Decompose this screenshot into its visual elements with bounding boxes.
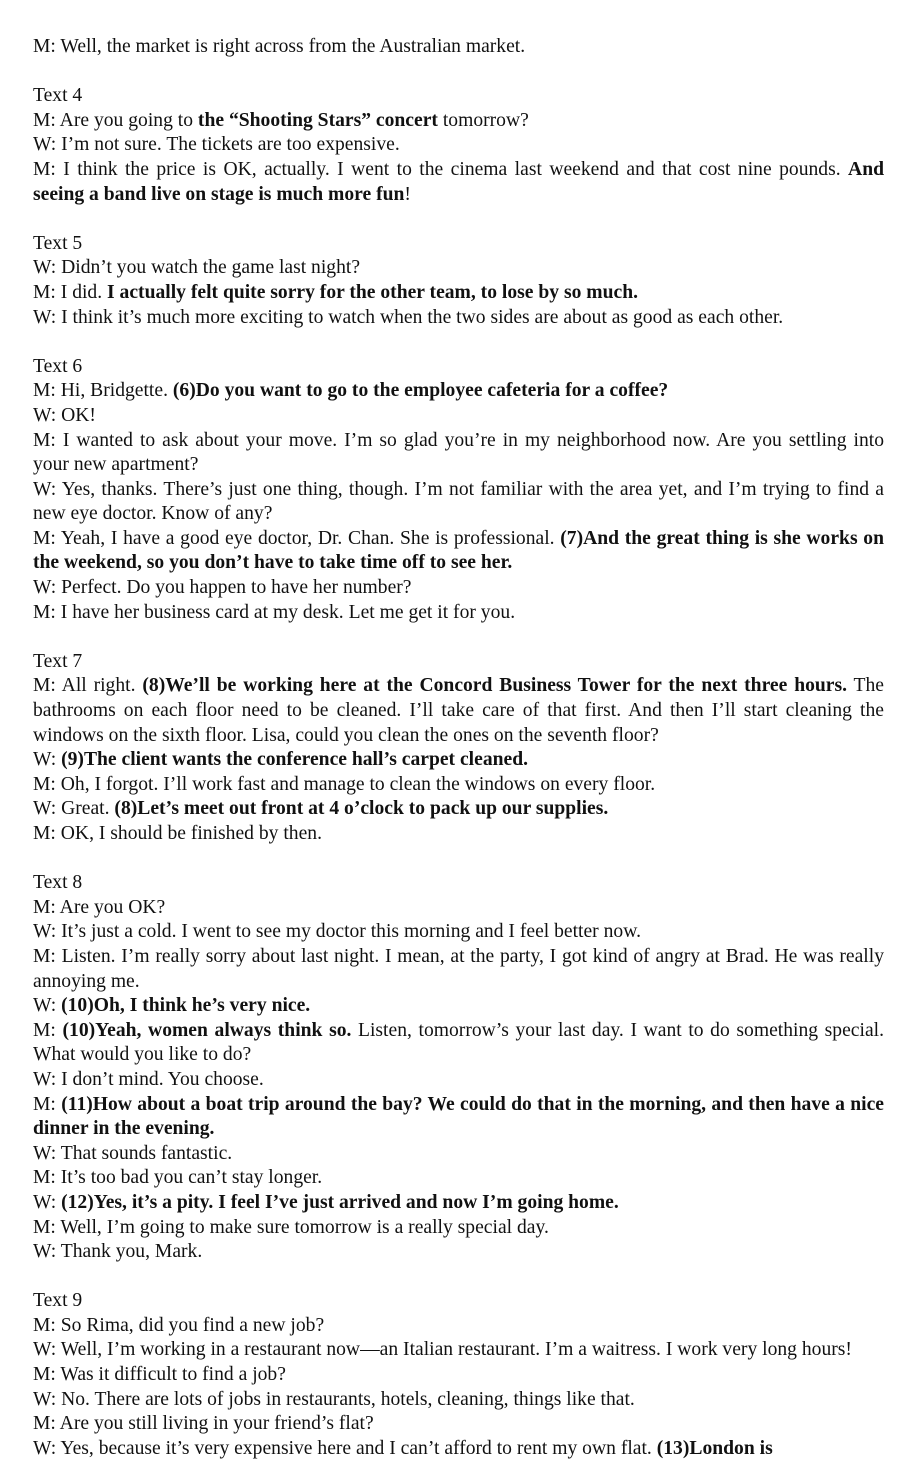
text-run: W: That sounds fantastic. <box>33 1142 233 1164</box>
dialogue-line <box>33 1240 884 1265</box>
bold-text: (13)London is <box>656 1437 773 1459</box>
bold-text: (10)Yeah, women always think so. <box>62 1019 352 1041</box>
text-run: M: So Rima, did you find a new job? <box>33 1314 325 1336</box>
text-run: Text 9 <box>33 1290 83 1312</box>
text-run: W: <box>33 1191 62 1213</box>
text-run: M: OK, I should be finished by then. <box>33 823 322 844</box>
dialogue-line <box>33 576 884 601</box>
bold-text: (7)And the great thing is she works on the weekend, so you don’t have to take time off to see her. <box>33 527 884 574</box>
dialogue-line <box>33 1437 884 1462</box>
text-run: M: All right. <box>33 675 143 697</box>
text-run: M: Well, the market is right across from the Australian market. <box>33 36 526 57</box>
text-run: The bathrooms on each floor need to be cleaned. I’ll take care of that first. And then I’ll start cleaning the windows on the sixth floor. Lisa, could you clean the ones on the seventh floor? <box>33 675 885 746</box>
dialogue-line <box>33 355 884 380</box>
dialogue-line <box>33 1412 884 1437</box>
dialogue-line <box>33 994 884 1019</box>
dialogue-line <box>33 379 884 404</box>
dialogue-line <box>33 232 884 257</box>
dialogue-line <box>33 527 884 576</box>
text-run: W: Yes, thanks. There’s just one thing, though. I’m not familiar with the area yet, and I’m trying to find a new eye doctor. Know of any? <box>33 478 884 525</box>
dialogue-line <box>33 920 884 945</box>
text-run: W: <box>33 995 62 1017</box>
paragraph-gap <box>33 60 884 85</box>
dialogue-line <box>33 1388 884 1413</box>
text-run: Text 4 <box>33 85 83 107</box>
dialogue-line <box>33 1314 884 1339</box>
text-run: M: It’s too bad you can’t stay longer. <box>33 1167 323 1189</box>
bold-text: (8)We’ll be working here at the Concord Business Tower for the next three hours. <box>142 675 848 697</box>
dialogue-line <box>33 1216 884 1241</box>
text-run: M: Listen. I’m really sorry about last night. I mean, at the party, I got kind of angry at Brad. He was really annoying me. <box>33 945 884 992</box>
dialogue-line <box>33 306 884 331</box>
paragraph-gap <box>33 207 884 232</box>
text-run: Text 7 <box>33 650 83 672</box>
text-run: Listen, tomorrow’s your last day. I want to do something special. What would you like to do? <box>33 1019 884 1066</box>
dialogue-line <box>33 650 884 675</box>
text-run: M: I did. <box>33 281 108 303</box>
bold-text: (9)The client wants the conference hall’s carpet cleaned. <box>61 749 529 771</box>
dialogue-line <box>33 601 884 626</box>
text-run: W: Well, I’m working in a restaurant now—an Italian restaurant. I’m a waitress. I work very long hours! <box>33 1339 852 1361</box>
dialogue-line <box>33 1068 884 1093</box>
paragraph-gap <box>33 847 884 872</box>
dialogue-line <box>33 674 884 748</box>
bold-text: (11)How about a boat trip around the bay? We could do that in the morning, and then have a nice dinner in the evening. <box>33 1093 885 1140</box>
text-run: W: I’m not sure. The tickets are too expensive. <box>33 134 400 156</box>
paragraph-gap <box>33 330 884 355</box>
dialogue-line <box>33 748 884 773</box>
dialogue-line <box>33 84 884 109</box>
text-run: W: Great. <box>33 798 115 820</box>
text-run: M: Are you going to <box>33 109 198 131</box>
text-run: M: Are you still living in your friend’s flat? <box>33 1413 374 1435</box>
text-run: W: Didn’t you watch the game last night? <box>33 257 361 279</box>
text-run: W: OK! <box>33 404 96 426</box>
dialogue-line <box>33 1289 884 1314</box>
text-run: M: <box>33 1093 62 1115</box>
dialogue-line <box>33 797 884 822</box>
dialogue-line <box>33 158 884 207</box>
dialogue-line <box>33 1191 884 1216</box>
dialogue-line <box>33 256 884 281</box>
dialogue-line <box>33 133 884 158</box>
bold-text: (10)Oh, I think he’s very nice. <box>61 995 311 1017</box>
dialogue-line <box>33 109 884 134</box>
text-run: Text 8 <box>33 872 83 894</box>
dialogue-line <box>33 429 884 478</box>
paragraph-gap <box>33 625 884 650</box>
bold-text: And seeing a band live on stage is much more fun <box>33 158 884 205</box>
text-run: Text 5 <box>33 232 83 254</box>
text-run: W: No. There are lots of jobs in restaurants, hotels, cleaning, things like that. <box>33 1388 635 1410</box>
dialogue-line <box>33 773 884 798</box>
dialogue-line <box>33 1019 884 1068</box>
text-run: tomorrow? <box>437 109 529 131</box>
text-run: W: It’s just a cold. I went to see my doctor this morning and I feel better now. <box>33 921 641 943</box>
dialogue-line <box>33 1363 884 1388</box>
dialogue-line <box>33 945 884 994</box>
text-run: W: Yes, because it’s very expensive here and I can’t afford to rent my own flat. <box>33 1437 657 1459</box>
paragraph-gap <box>33 1265 884 1290</box>
bold-text: (8)Let’s meet out front at 4 o’clock to pack up our supplies. <box>114 798 609 820</box>
text-run: M: Are you OK? <box>33 896 166 918</box>
dialogue-line <box>33 1166 884 1191</box>
text-run: M: I wanted to ask about your move. I’m so glad you’re in my neighborhood now. Are you settling into your new apartment? <box>33 429 884 476</box>
dialogue-line <box>33 1142 884 1167</box>
dialogue-line <box>33 871 884 896</box>
dialogue-line <box>33 822 884 847</box>
bold-text: the “Shooting Stars” concert <box>197 109 438 131</box>
text-run: M: Was it difficult to find a job? <box>33 1364 286 1386</box>
dialogue-line <box>33 281 884 306</box>
dialogue-line <box>33 478 884 527</box>
text-run: M: <box>33 1019 63 1041</box>
text-run: M: Yeah, I have a good eye doctor, Dr. Chan. She is professional. <box>33 527 561 549</box>
text-run: M: Well, I’m going to make sure tomorrow is a really special day. <box>33 1216 549 1238</box>
dialogue-line <box>33 1338 884 1363</box>
text-run: W: Perfect. Do you happen to have her number? <box>33 577 412 599</box>
text-run: W: <box>33 749 62 771</box>
bold-text: (12)Yes, it’s a pity. I feel I’ve just arrived and now I’m going home. <box>61 1191 619 1213</box>
bold-text: (6)Do you want to go to the employee cafeteria for a coffee? <box>172 380 669 402</box>
text-run: M: Hi, Bridgette. <box>33 380 173 402</box>
text-run: W: I think it’s much more exciting to watch when the two sides are about as good as each other. <box>33 306 784 328</box>
dialogue-line <box>33 35 884 60</box>
text-run: M: Oh, I forgot. I’ll work fast and manage to clean the windows on every floor. <box>33 773 656 795</box>
text-run: W: Thank you, Mark. <box>33 1241 203 1263</box>
dialogue-line <box>33 896 884 921</box>
text-run: ! <box>404 183 411 205</box>
text-run: M: I have her business card at my desk. Let me get it for you. <box>33 601 516 623</box>
text-run: W: I don’t mind. You choose. <box>33 1068 264 1090</box>
dialogue-line <box>33 404 884 429</box>
text-run: Text 6 <box>33 355 83 377</box>
dialogue-line <box>33 1093 884 1142</box>
text-run: M: I think the price is OK, actually. I went to the cinema last weekend and that cost nine pounds. <box>33 158 849 180</box>
bold-text: I actually felt quite sorry for the other team, to lose by so much. <box>107 281 638 303</box>
